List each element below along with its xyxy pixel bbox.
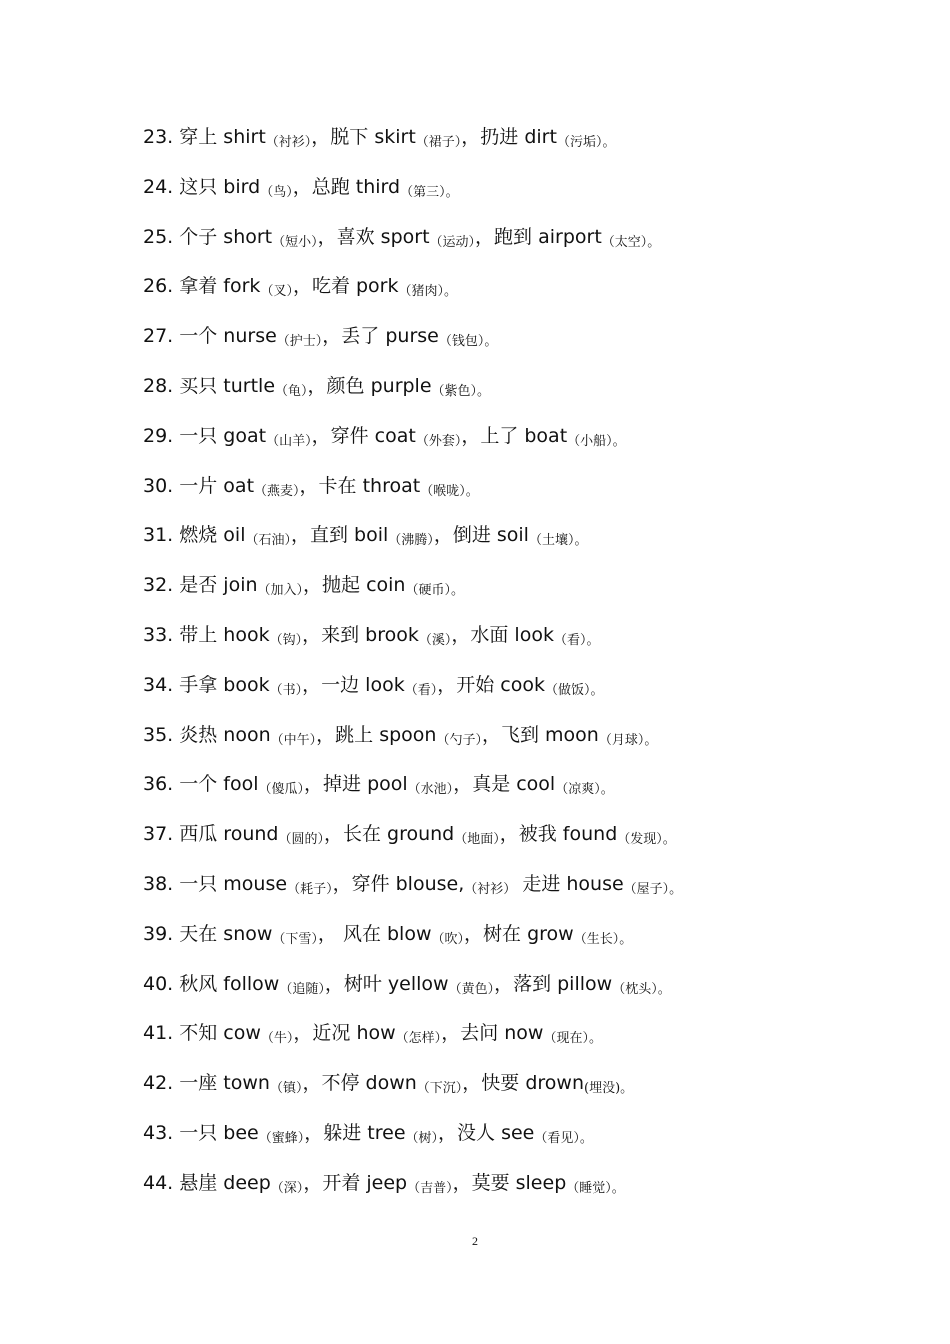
- translation-note: （月球）。: [598, 732, 658, 748]
- translation-note: （耗子）: [287, 881, 333, 897]
- translation-note: （现在）。: [543, 1031, 602, 1047]
- translation-note: （沸腾）: [388, 533, 434, 549]
- translation-note: （蜜蜂）: [258, 1130, 305, 1146]
- translation-note: （傻瓜）: [258, 782, 305, 798]
- translation-note: （鸟）: [260, 184, 293, 200]
- rhyme-text: 28. 买只 turtle: [143, 374, 276, 397]
- translation-note: （看）。: [553, 632, 600, 648]
- rhyme-text: ，快要 drown: [462, 1072, 584, 1095]
- rhyme-text: 31. 燃烧 oil: [143, 524, 246, 547]
- rhyme-text: ，开始 cook: [437, 673, 545, 696]
- rhyme-text: ，卡在 throat: [299, 474, 421, 497]
- rhyme-line: [143, 168, 923, 218]
- translation-note: （做饭）。: [544, 682, 604, 698]
- translation-note: （镇）: [269, 1081, 303, 1097]
- rhyme-line: [143, 666, 923, 716]
- rhyme-text: ，直到 boil: [291, 524, 389, 547]
- translation-note: （中午）: [270, 732, 317, 748]
- rhyme-text: ，脱下 skirt: [311, 126, 416, 148]
- rhyme-line: [143, 367, 923, 417]
- translation-note: （下雪）: [272, 931, 318, 947]
- rhyme-text: ，掉进 pool: [304, 773, 408, 796]
- translation-note: （牛）: [260, 1031, 294, 1047]
- rhyme-line: [143, 815, 923, 865]
- rhyme-text: ，水面 look: [451, 623, 554, 646]
- translation-note: （山羊）: [266, 433, 312, 449]
- rhyme-text: 44. 悬崖 deep: [143, 1171, 271, 1194]
- translation-note: （土壤）。: [528, 533, 588, 549]
- rhyme-text: 39. 天在 snow: [143, 922, 273, 945]
- rhyme-text: 25. 个子 short: [143, 225, 273, 248]
- rhyme-text: 23. 穿上 shirt: [143, 126, 266, 148]
- rhyme-text: ，来到 brook: [302, 623, 419, 646]
- rhyme-text: 34. 手拿 book: [143, 673, 270, 696]
- rhyme-text: 33. 带上 hook: [143, 623, 270, 646]
- rhyme-text: ，长在 ground: [323, 823, 455, 846]
- rhyme-text: ，跳上 spoon: [316, 723, 437, 746]
- translation-note: （睡觉）。: [566, 1180, 625, 1196]
- rhyme-text: ，飞到 moon: [481, 723, 599, 746]
- translation-note: （钱包）。: [438, 334, 498, 350]
- rhyme-line: [143, 118, 923, 168]
- rhyme-text: ，树叶 yellow: [324, 972, 449, 995]
- translation-note: （紫色）。: [431, 383, 491, 399]
- rhyme-line: [143, 765, 923, 815]
- rhyme-text: 29. 一只 goat: [143, 424, 267, 447]
- rhyme-text: ，颜色 purple: [307, 374, 432, 397]
- rhyme-text: ，跑到 airport: [475, 225, 602, 248]
- translation-note: （怎样）: [395, 1031, 442, 1047]
- translation-note: （书）: [269, 682, 303, 698]
- translation-note: （吉普）: [407, 1180, 453, 1196]
- translation-note: （第三）。: [400, 184, 459, 200]
- translation-note: （看）: [404, 682, 438, 698]
- rhyme-text: ，吃着 pork: [292, 275, 399, 298]
- rhyme-text: ，抛起 coin: [303, 574, 406, 597]
- rhyme-text: ，不停 down: [302, 1072, 417, 1095]
- translation-note: （衬衫）: [265, 135, 312, 150]
- rhyme-text: ，扔进 dirt: [461, 126, 557, 148]
- rhyme-text: 36. 一个 fool: [143, 773, 259, 796]
- translation-note: （叉）: [260, 284, 293, 300]
- translation-note: （石油）: [245, 533, 291, 549]
- rhyme-text: ，被我 found: [499, 823, 618, 846]
- translation-note: （运动）: [429, 234, 476, 250]
- rhyme-text: ，树在 grow: [464, 922, 574, 945]
- rhyme-text: ，喜欢 sport: [317, 225, 430, 248]
- rhyme-text: ，躲进 tree: [304, 1121, 406, 1144]
- rhyme-text: ，真是 cool: [453, 773, 556, 796]
- translation-note: （屋子）。: [623, 881, 683, 897]
- translation-note: （树）: [405, 1130, 439, 1146]
- rhyme-line: [143, 1014, 923, 1064]
- translation-note: （小船）。: [567, 433, 626, 449]
- rhyme-line: [143, 267, 923, 317]
- rhyme-text: 26. 拿着 fork: [143, 275, 261, 298]
- rhyme-text: 24. 这只 bird: [143, 175, 261, 198]
- rhyme-text: 38. 一只 mouse: [143, 872, 288, 895]
- rhyme-text: ，穿件 blouse,: [332, 872, 465, 895]
- rhyme-line: [143, 1164, 923, 1214]
- translation-note: （吹）: [431, 931, 465, 947]
- translation-note: （钩）: [269, 632, 303, 648]
- rhyme-text: 42. 一座 town: [143, 1072, 270, 1095]
- translation-note: （衬衫）: [464, 881, 517, 897]
- translation-note: （看见）。: [534, 1130, 593, 1146]
- rhyme-line: [143, 467, 923, 517]
- translation-note: （勺子）: [436, 732, 482, 748]
- rhyme-text: ， 风在 blow: [317, 922, 432, 945]
- rhyme-line: [143, 915, 923, 965]
- translation-note: （水池）: [407, 782, 454, 798]
- translation-note: （溪）: [418, 632, 452, 648]
- translation-note: （猪肉）。: [398, 284, 458, 300]
- translation-note: （太空）。: [601, 234, 661, 250]
- translation-note: （下沉）: [416, 1081, 463, 1097]
- rhyme-text: 27. 一个 nurse: [143, 325, 277, 348]
- rhyme-text: ，一边 look: [302, 673, 405, 696]
- translation-note: （凉爽）。: [555, 782, 614, 798]
- translation-note: （护士）: [276, 334, 323, 350]
- rhyme-line: [143, 317, 923, 367]
- translation-note: （外套）: [415, 433, 462, 449]
- rhyme-text: ，没人 see: [438, 1121, 535, 1144]
- rhyme-text: 40. 秋风 follow: [143, 972, 280, 995]
- rhyme-line: [143, 566, 923, 616]
- rhyme-text: 30. 一片 oat: [143, 474, 255, 497]
- rhyme-line: [143, 1064, 923, 1114]
- translation-note: （加入）: [257, 583, 304, 599]
- translation-note: （地面）: [454, 832, 500, 848]
- translation-note: （短小）: [272, 234, 318, 250]
- rhyme-line: [143, 1114, 923, 1164]
- translation-note: （污垢）。: [556, 135, 616, 150]
- rhyme-text: 37. 西瓜 round: [143, 823, 279, 846]
- translation-note: （深）: [270, 1180, 304, 1196]
- translation-note: （黄色）: [448, 981, 495, 997]
- rhyme-line: [143, 417, 923, 467]
- page-number: 2: [472, 1234, 478, 1248]
- rhyme-line: [143, 865, 923, 915]
- rhyme-text: ，穿件 coat: [311, 424, 416, 447]
- rhyme-text: ，去问 now: [441, 1022, 544, 1045]
- rhyme-line: [143, 616, 923, 666]
- rhyme-text: 41. 不知 cow: [143, 1022, 261, 1045]
- rhyme-text: ，落到 pillow: [494, 972, 613, 995]
- translation-note: （发现）。: [617, 832, 676, 848]
- rhyme-text: ，上了 boat: [461, 424, 568, 447]
- rhyme-line: [143, 516, 923, 566]
- rhyme-text: 走进 house: [516, 872, 624, 895]
- translation-note: （燕麦）: [254, 483, 300, 499]
- rhyme-text: 32. 是否 join: [143, 574, 258, 597]
- rhyme-line: [143, 218, 923, 268]
- rhyme-text: 43. 一只 bee: [143, 1121, 259, 1144]
- rhyme-text: 35. 炎热 noon: [143, 723, 271, 746]
- rhyme-line: [143, 965, 923, 1015]
- translation-note: （龟）: [275, 383, 308, 399]
- rhyme-text: ，莫要 sleep: [452, 1171, 567, 1194]
- rhyme-text: ，丢了 purse: [322, 325, 439, 348]
- translation-note: (埋没)。: [584, 1081, 634, 1097]
- translation-note: （枕头）。: [612, 981, 671, 997]
- rhyme-text: ，近况 how: [293, 1022, 396, 1045]
- translation-note: （裙子）: [415, 135, 462, 150]
- translation-note: （生长）。: [573, 931, 633, 947]
- rhyme-line: [143, 716, 923, 766]
- translation-note: （喉咙）。: [420, 483, 479, 499]
- translation-note: （圆的）: [278, 832, 324, 848]
- translation-note: （硬币）。: [405, 583, 464, 599]
- rhyme-list: [143, 118, 923, 1214]
- rhyme-text: ，总跑 third: [292, 175, 401, 198]
- rhyme-text: ，开着 jeep: [303, 1171, 408, 1194]
- rhyme-text: ，倒进 soil: [433, 524, 529, 547]
- translation-note: （追随）: [279, 981, 325, 997]
